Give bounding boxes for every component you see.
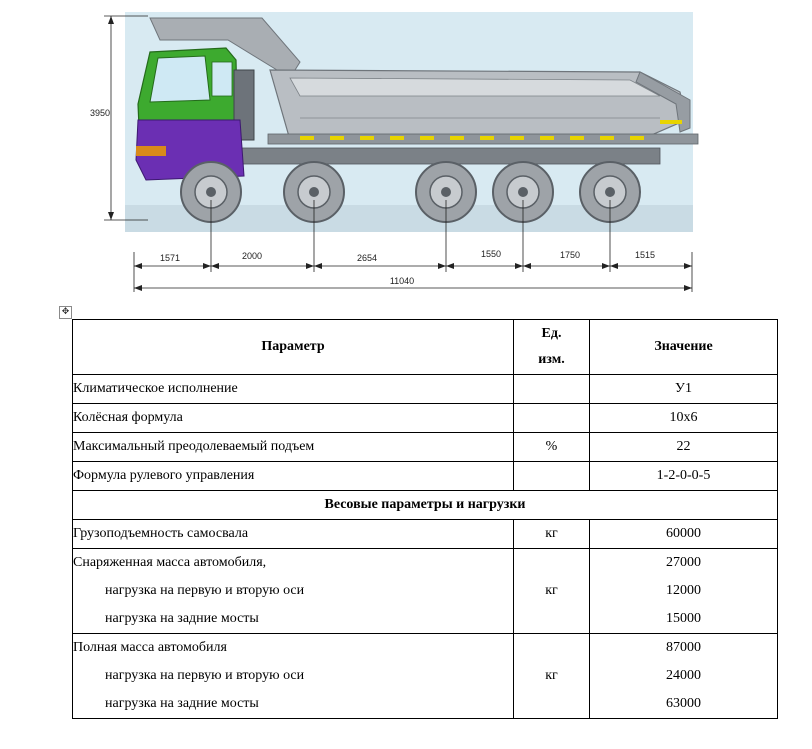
height-label: 3950 bbox=[89, 108, 111, 118]
value-line: 63000 bbox=[666, 696, 701, 711]
table-row bbox=[73, 462, 778, 491]
table-row-multiline bbox=[73, 549, 778, 634]
value-line: 87000 bbox=[666, 640, 701, 655]
header-unit-line2: изм. bbox=[538, 352, 565, 367]
segment-label-4: 1550 bbox=[480, 249, 502, 259]
truck-drawing-svg bbox=[0, 0, 812, 300]
cell-param: Грузоподъемность самосвала bbox=[73, 520, 514, 549]
header-param: Параметр bbox=[73, 320, 514, 375]
segment-label-2: 2000 bbox=[241, 251, 263, 261]
value-line: 15000 bbox=[666, 611, 701, 626]
headlight bbox=[136, 146, 166, 156]
cell-value bbox=[590, 549, 778, 634]
param-line: Полная масса автомобиля bbox=[73, 640, 227, 655]
value-line: 12000 bbox=[666, 583, 701, 598]
segment-label-1: 1571 bbox=[159, 253, 181, 263]
cell-unit bbox=[514, 462, 590, 491]
truck-cab bbox=[136, 48, 254, 180]
cell-value: 60000 bbox=[590, 520, 778, 549]
table-row bbox=[73, 375, 778, 404]
cell-unit: кг bbox=[514, 549, 590, 634]
truck-dimension-drawing bbox=[0, 0, 812, 300]
param-line: нагрузка на задние мосты bbox=[105, 611, 259, 626]
param-line: Снаряженная масса автомобиля, bbox=[73, 555, 267, 570]
cell-param bbox=[73, 549, 514, 634]
total-length-label: 11040 bbox=[389, 276, 415, 286]
segment-label-5: 1750 bbox=[559, 250, 581, 260]
table-row bbox=[73, 404, 778, 433]
table-row bbox=[73, 520, 778, 549]
cell-unit bbox=[514, 375, 590, 404]
section-title: Весовые параметры и нагрузки bbox=[73, 491, 778, 520]
cell-value: У1 bbox=[590, 375, 778, 404]
cell-param: Максимальный преодолеваемый подъем bbox=[73, 433, 514, 462]
cell-value: 10х6 bbox=[590, 404, 778, 433]
table-header-row bbox=[73, 320, 778, 375]
cell-value: 1-2-0-0-5 bbox=[590, 462, 778, 491]
cell-unit: % bbox=[514, 433, 590, 462]
param-line: нагрузка на задние мосты bbox=[105, 696, 259, 711]
cell-param: Колёсная формула bbox=[73, 404, 514, 433]
cell-param: Климатическое исполнение bbox=[73, 375, 514, 404]
cell-unit bbox=[514, 404, 590, 433]
header-unit-line1: Ед. bbox=[541, 326, 562, 341]
section-row bbox=[73, 491, 778, 520]
param-line: нагрузка на первую и вторую оси bbox=[105, 583, 305, 598]
cell-value: 22 bbox=[590, 433, 778, 462]
cell-param bbox=[73, 634, 514, 719]
value-line: 24000 bbox=[666, 668, 701, 683]
header-value: Значение bbox=[590, 320, 778, 375]
segment-label-3: 2654 bbox=[356, 253, 378, 263]
value-line: 27000 bbox=[666, 555, 701, 570]
param-line: нагрузка на первую и вторую оси bbox=[105, 668, 305, 683]
spec-table bbox=[72, 319, 778, 719]
table-row-multiline bbox=[73, 634, 778, 719]
table-move-handle[interactable]: ✥ bbox=[59, 306, 72, 319]
table-row bbox=[73, 433, 778, 462]
header-unit bbox=[514, 320, 590, 375]
cell-unit: кг bbox=[514, 634, 590, 719]
cell-value bbox=[590, 634, 778, 719]
cell-unit: кг bbox=[514, 520, 590, 549]
segment-label-6: 1515 bbox=[634, 250, 656, 260]
cell-param: Формула рулевого управления bbox=[73, 462, 514, 491]
